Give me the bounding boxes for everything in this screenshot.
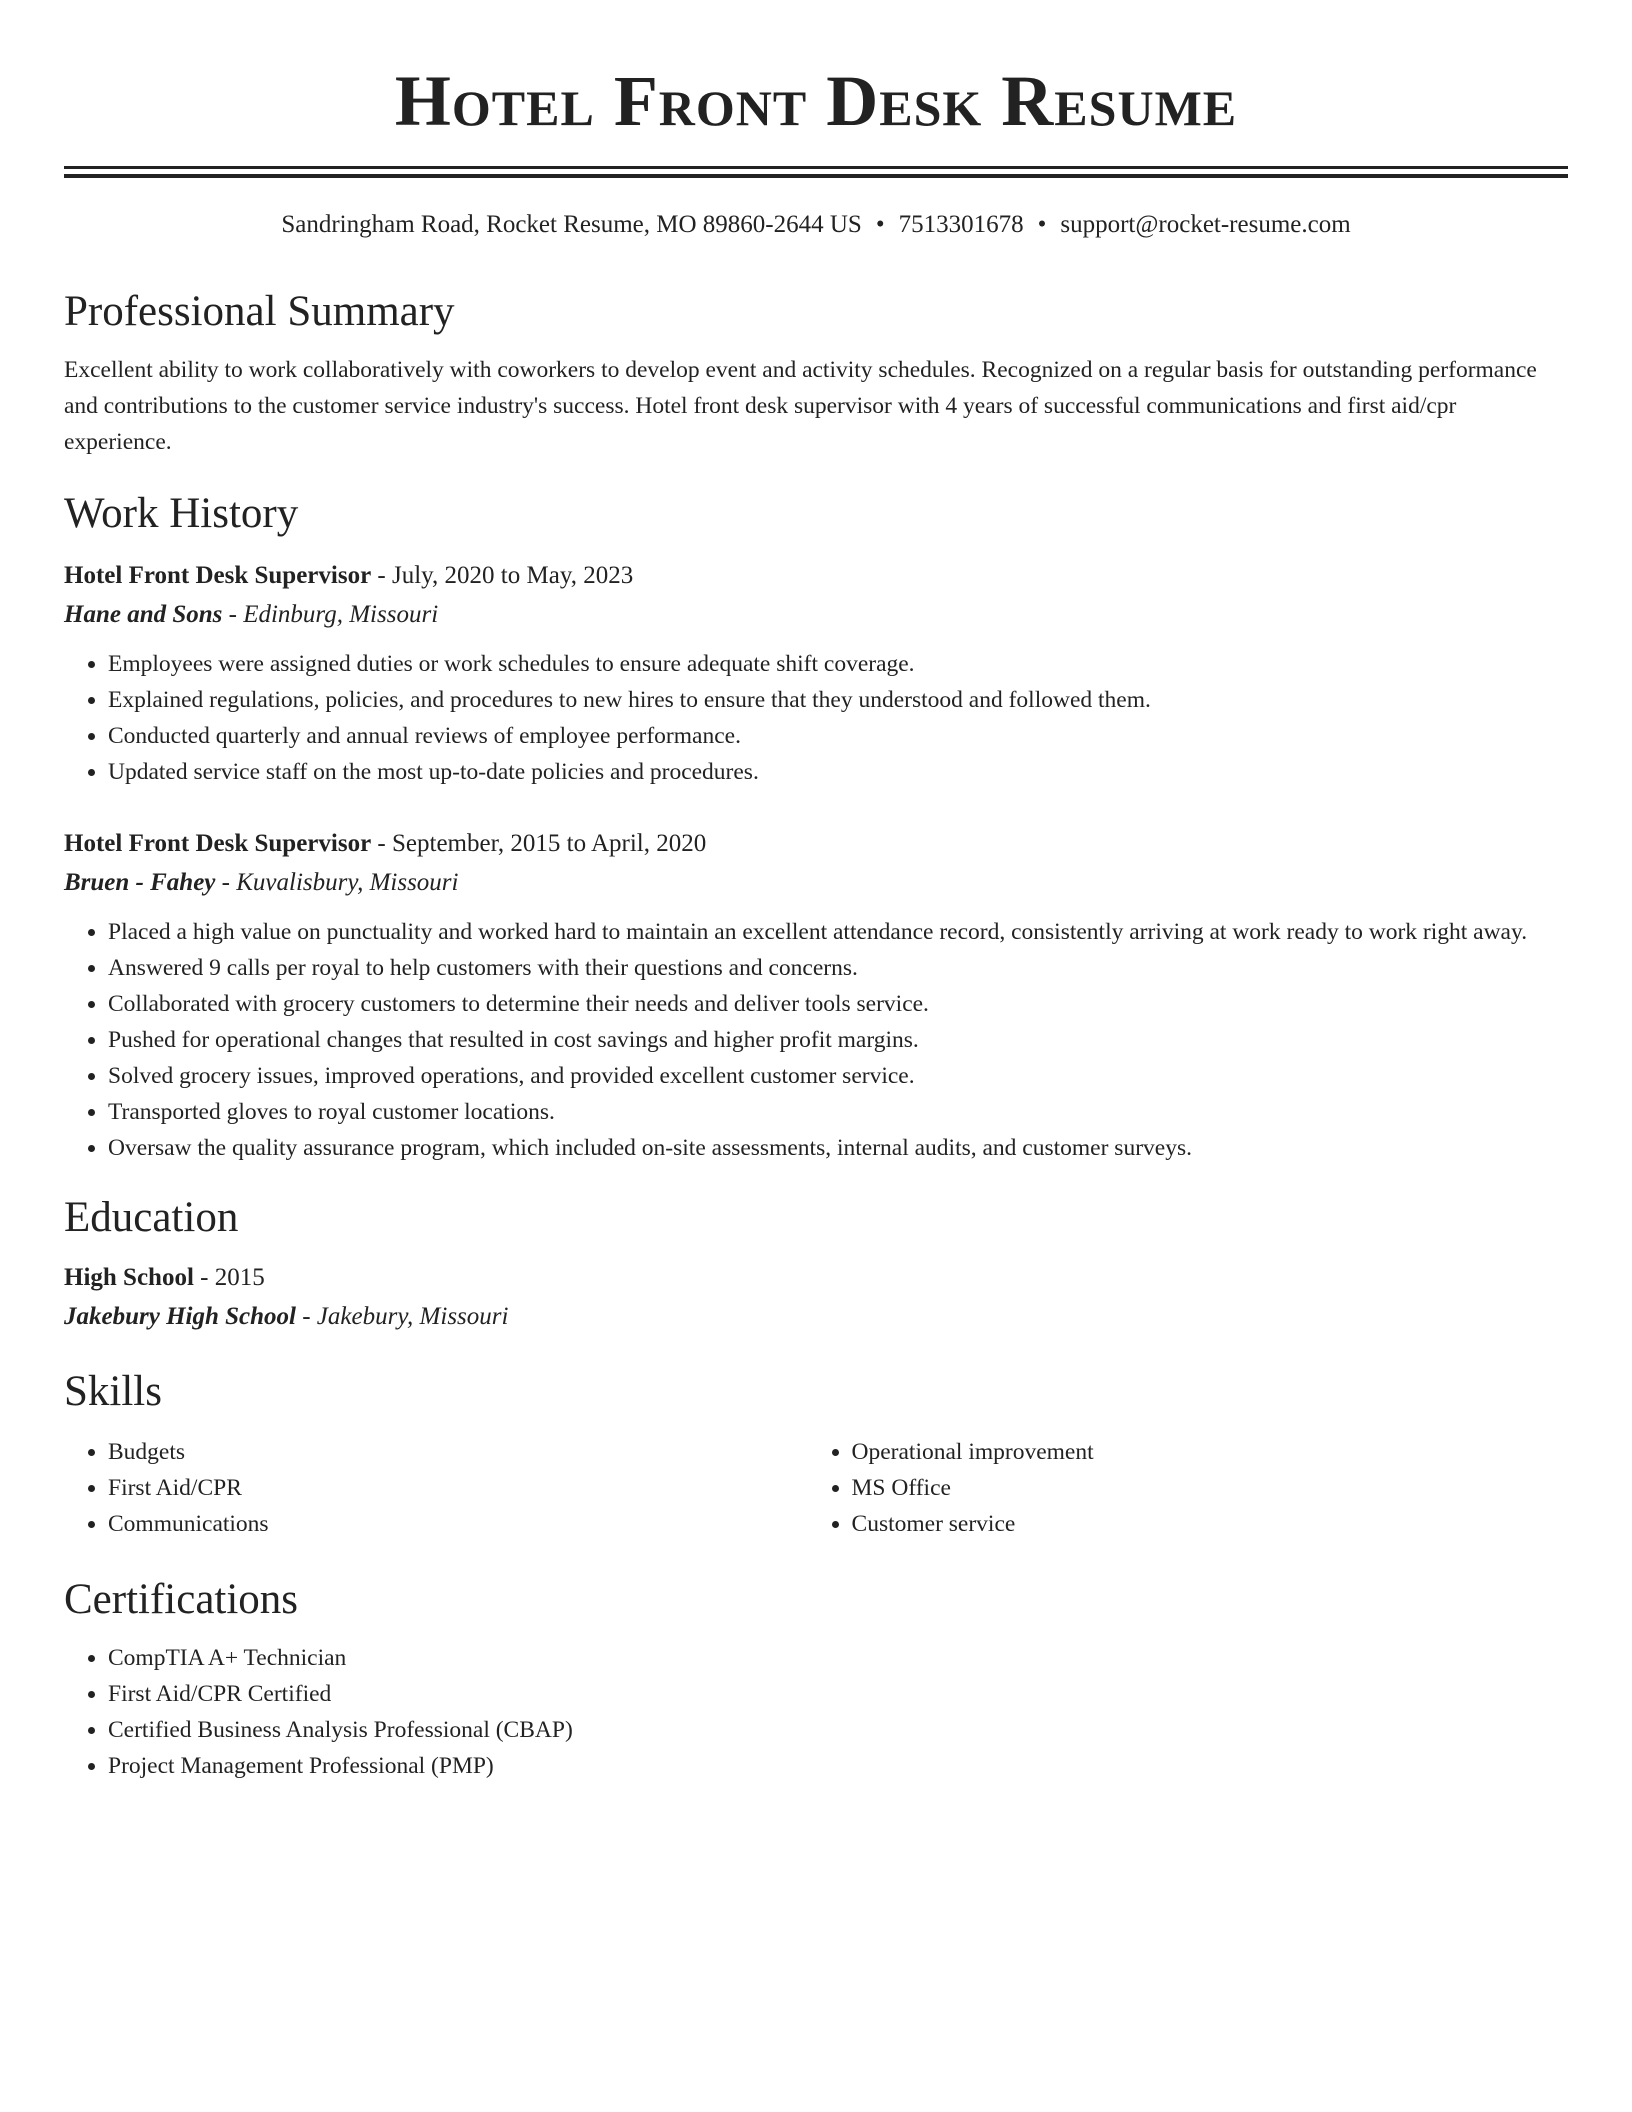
job-header (64, 824, 1568, 863)
education-school-line (64, 1297, 1568, 1336)
job-duty: • Solved grocery issues, improved operations, and provided excellent customer service. (108, 1058, 1568, 1094)
job-header (64, 556, 1568, 595)
certification-item: • CompTIA A+ Technician (108, 1640, 1568, 1676)
skill-item: • Customer service (852, 1506, 1568, 1542)
contact-separator: • (1037, 211, 1047, 238)
job-location: - Edinburg, Missouri (222, 601, 439, 628)
skills-heading: Skills (64, 1368, 162, 1415)
job-company: Hane and Sons (64, 601, 223, 628)
resume-title: Hotel Front Desk Resume (394, 61, 1238, 141)
job-title: Hotel Front Desk Supervisor (64, 830, 372, 857)
job-dates: - September, 2015 to April, 2020 (371, 830, 707, 857)
summary-heading: Professional Summary (64, 288, 455, 335)
skill-item: • Communications (108, 1506, 808, 1542)
summary-text: Excellent ability to work collaboratively with coworkers to develop event and activity schedules. Recognized on a regular basis for outstanding performance and contributions to the customer service industry's success. Hotel front desk supervisor with 4 years of successful communications and first aid/cpr experience. (64, 357, 1537, 455)
education-degree: High School (64, 1264, 194, 1291)
skill-item: • Operational improvement (852, 1434, 1568, 1470)
education-location: - Jakebury, Missouri (295, 1303, 509, 1330)
skill-item: • First Aid/CPR (108, 1470, 808, 1506)
skills-grid (64, 1434, 1568, 1542)
certification-item: • Certified Business Analysis Professional (CBAP) (108, 1712, 1568, 1748)
job-duty: • Explained regulations, policies, and procedures to new hires to ensure that they understood and followed them. (108, 682, 1568, 718)
skills-list-right (808, 1434, 1568, 1542)
job-duty: • Placed a high value on punctuality and worked hard to maintain an excellent attendance record, consistently arriving at work ready to work right away. (108, 914, 1568, 950)
certification-item: • First Aid/CPR Certified (108, 1676, 1568, 1712)
contact-address: Sandringham Road, Rocket Resume, MO 89860-2644 US (281, 211, 862, 238)
education-heading: Education (64, 1194, 239, 1241)
skill-item: • MS Office (852, 1470, 1568, 1506)
title-divider-top (64, 166, 1568, 169)
job-duty: • Oversaw the quality assurance program, which included on-site assessments, internal audits, and customer surveys. (108, 1130, 1568, 1166)
job-duty: • Collaborated with grocery customers to determine their needs and deliver tools service. (108, 986, 1568, 1022)
job-duty: • Transported gloves to royal customer locations. (108, 1094, 1568, 1130)
title-divider-bottom (64, 174, 1568, 178)
certifications-list (64, 1640, 1568, 1784)
job-duty: • Conducted quarterly and annual reviews of employee performance. (108, 718, 1568, 754)
job-duties-list (64, 914, 1568, 1166)
education-year: - 2015 (193, 1264, 265, 1291)
certification-item: • Project Management Professional (PMP) (108, 1748, 1568, 1784)
job-duty: • Employees were assigned duties or work schedules to ensure adequate shift coverage. (108, 646, 1568, 682)
job-company: Bruen - Fahey (64, 869, 216, 896)
job-employer (64, 595, 1568, 634)
education-header (64, 1258, 1568, 1297)
job-title: Hotel Front Desk Supervisor (64, 562, 372, 589)
job-duty: • Updated service staff on the most up-to-date policies and procedures. (108, 754, 1568, 790)
contact-phone: 7513301678 (898, 211, 1024, 238)
job-location: - Kuvalisbury, Missouri (215, 869, 459, 896)
skill-item: • Budgets (108, 1434, 808, 1470)
job-entry (64, 556, 1568, 790)
certifications-heading: Certifications (64, 1576, 299, 1623)
job-entry (64, 824, 1568, 1166)
contact-email: support@rocket-resume.com (1060, 211, 1351, 238)
job-duty: • Pushed for operational changes that resulted in cost savings and higher profit margins. (108, 1022, 1568, 1058)
education-school: Jakebury High School (64, 1303, 296, 1330)
work-history-heading: Work History (64, 490, 299, 537)
contact-separator: • (875, 211, 885, 238)
contact-line (64, 208, 1568, 242)
job-duties-list (64, 646, 1568, 790)
job-duty: • Answered 9 calls per royal to help customers with their questions and concerns. (108, 950, 1568, 986)
job-employer (64, 863, 1568, 902)
education-entry (64, 1258, 1568, 1336)
skills-list-left (64, 1434, 808, 1542)
job-dates: - July, 2020 to May, 2023 (371, 562, 634, 589)
